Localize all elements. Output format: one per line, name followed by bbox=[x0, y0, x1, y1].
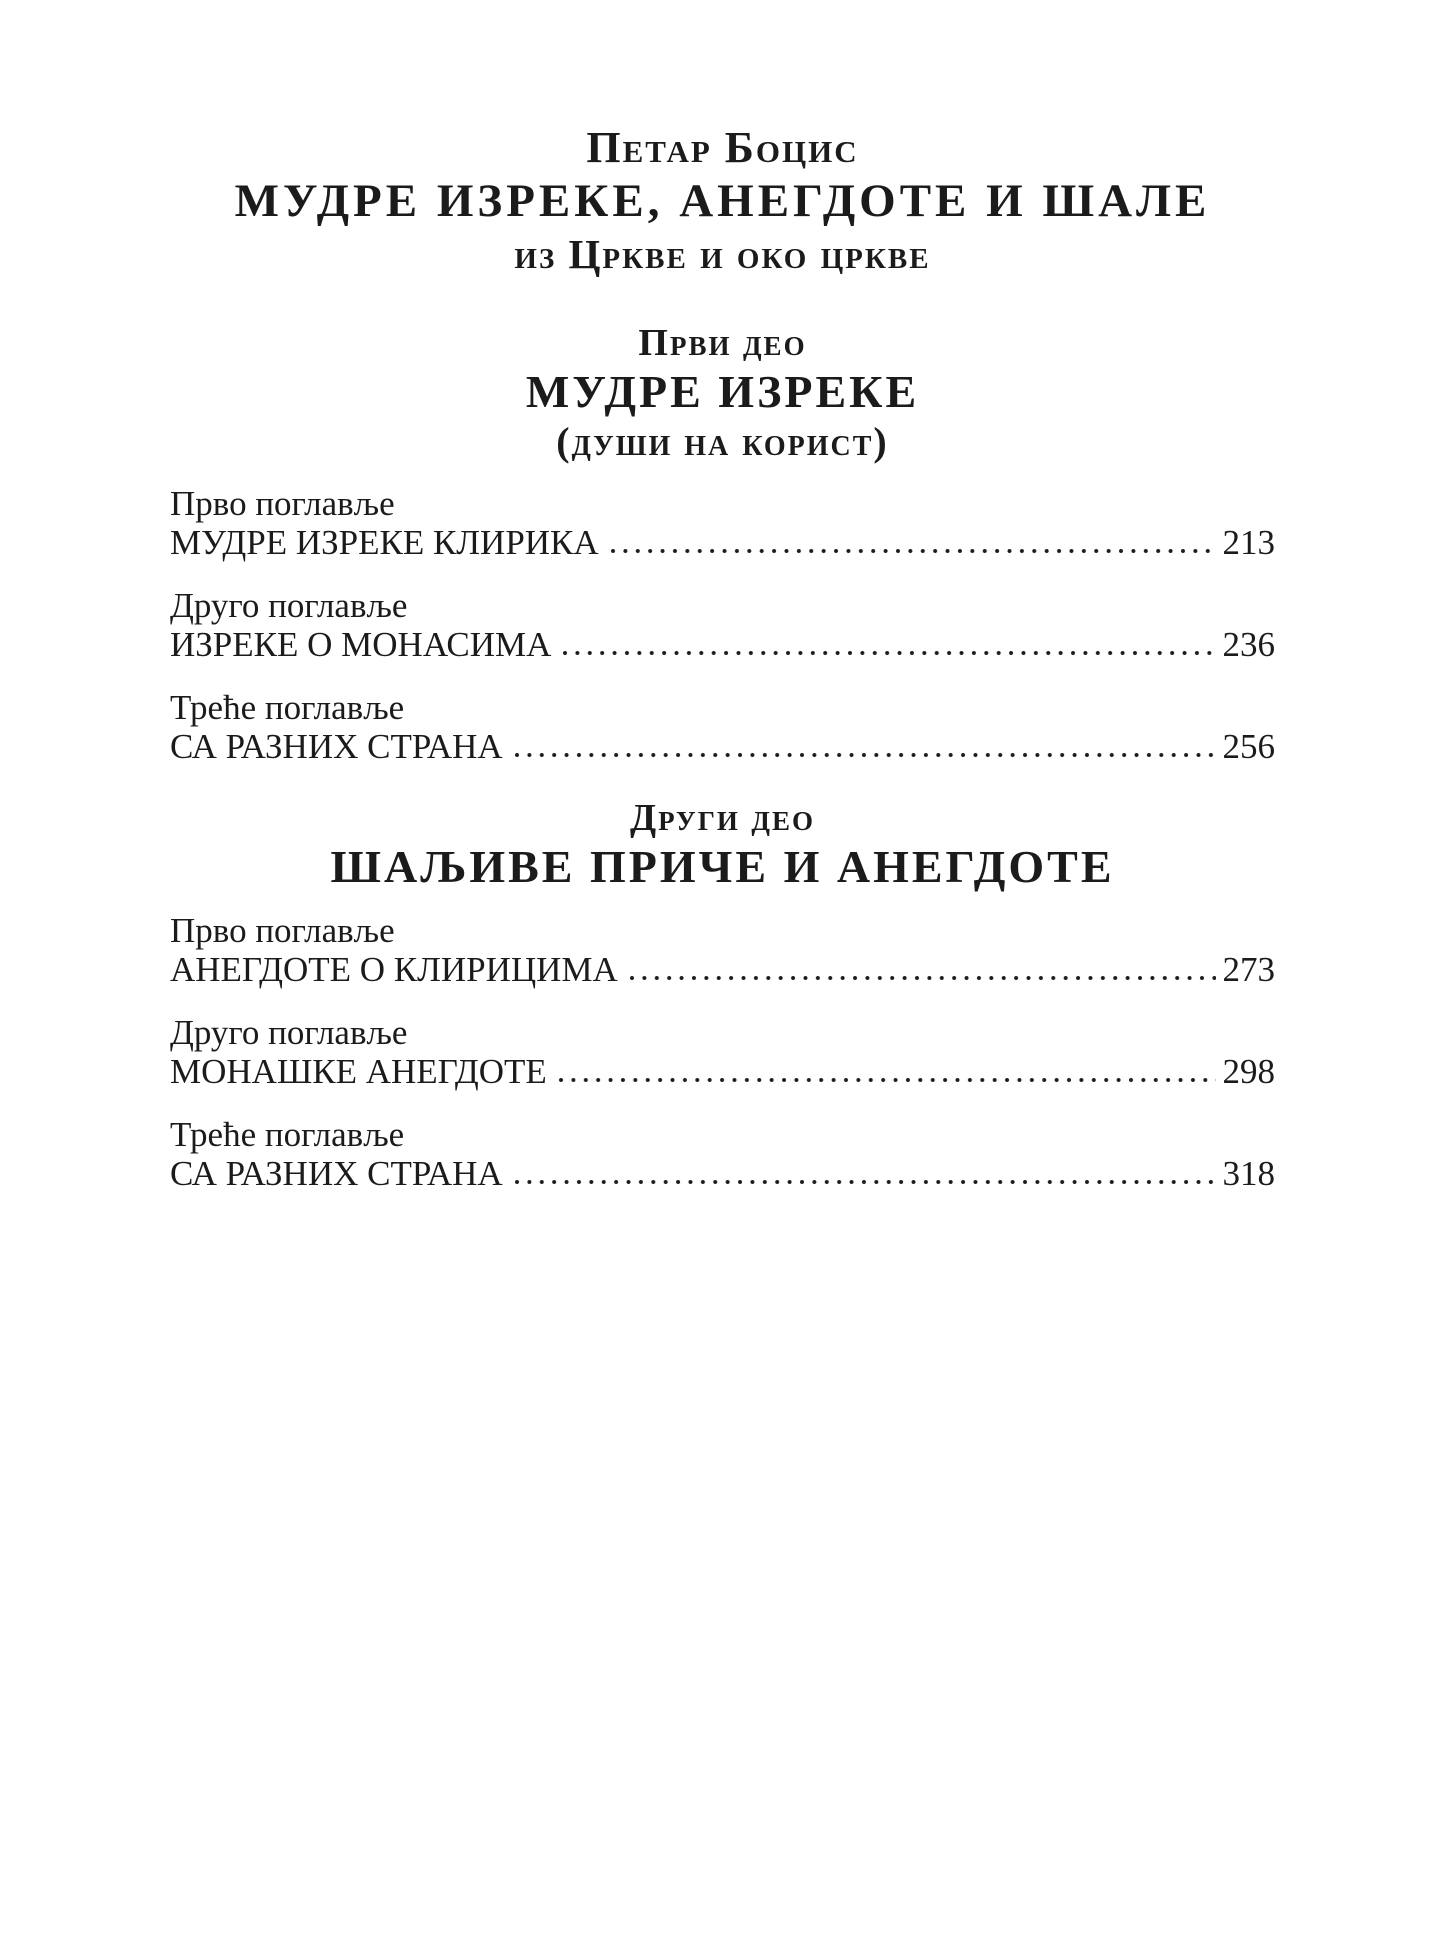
toc-entry bbox=[170, 911, 1275, 989]
dot-leader bbox=[558, 1077, 1216, 1083]
entry-page-number: 298 bbox=[1222, 1052, 1275, 1091]
chapter-label: Прво поглавље bbox=[170, 911, 395, 950]
toc-section-part-1 bbox=[170, 321, 1275, 766]
part-2-label: Други део bbox=[629, 797, 816, 839]
entry-title-line bbox=[170, 1052, 1275, 1091]
entry-title-line bbox=[170, 727, 1275, 766]
chapter-label: Друго поглавље bbox=[170, 586, 408, 625]
entry-title: ИЗРЕКЕ О МОНАСИМА bbox=[170, 625, 552, 664]
dot-leader bbox=[610, 548, 1216, 554]
toc-entry bbox=[170, 586, 1275, 664]
book-title: МУДРЕ ИЗРЕКЕ, АНЕГДОТЕ И ШАЛЕ bbox=[234, 175, 1211, 227]
toc-section-part-2 bbox=[170, 796, 1275, 1193]
part-2-entries bbox=[170, 911, 1275, 1193]
entry-title: СА РАЗНИХ СТРАНА bbox=[170, 727, 503, 766]
toc-entry bbox=[170, 1013, 1275, 1091]
part-2-header bbox=[170, 796, 1275, 893]
dot-leader bbox=[629, 975, 1216, 981]
chapter-label: Треће поглавље bbox=[170, 688, 405, 727]
entry-title-line bbox=[170, 625, 1275, 664]
entry-title-line bbox=[170, 950, 1275, 989]
part-1-entries bbox=[170, 484, 1275, 766]
entry-page-number: 273 bbox=[1222, 950, 1275, 989]
part-1-note: (души на корист) bbox=[556, 419, 889, 464]
part-1-label: Први део bbox=[638, 322, 807, 364]
dot-leader bbox=[514, 1179, 1216, 1185]
dot-leader bbox=[514, 752, 1216, 758]
chapter-label: Друго поглавље bbox=[170, 1013, 408, 1052]
book-header bbox=[170, 124, 1275, 277]
entry-title: МОНАШКЕ АНЕГДОТЕ bbox=[170, 1052, 547, 1091]
part-2-title: ШАЉИВЕ ПРИЧЕ И АНЕГДОТЕ bbox=[330, 841, 1115, 892]
entry-title: МУДРЕ ИЗРЕКЕ КЛИРИКА bbox=[170, 523, 599, 562]
toc-entry bbox=[170, 484, 1275, 562]
entry-page-number: 256 bbox=[1222, 727, 1275, 766]
chapter-label: Прво поглавље bbox=[170, 484, 395, 523]
book-author: Петар Боцис bbox=[586, 123, 859, 172]
entry-title-line bbox=[170, 523, 1275, 562]
part-1-header bbox=[170, 321, 1275, 466]
part-1-title: МУДРЕ ИЗРЕКЕ bbox=[525, 366, 920, 417]
dot-leader bbox=[562, 650, 1215, 656]
entry-page-number: 318 bbox=[1222, 1154, 1275, 1193]
book-subtitle: из Цркве и око цркве bbox=[514, 231, 931, 277]
entry-title: АНЕГДОТЕ О КЛИРИЦИМА bbox=[170, 950, 618, 989]
entry-title-line bbox=[170, 1154, 1275, 1193]
toc-entry bbox=[170, 1115, 1275, 1193]
chapter-label: Треће поглавље bbox=[170, 1115, 405, 1154]
entry-page-number: 213 bbox=[1222, 523, 1275, 562]
entry-title: СА РАЗНИХ СТРАНА bbox=[170, 1154, 503, 1193]
entry-page-number: 236 bbox=[1222, 625, 1275, 664]
toc-entry bbox=[170, 688, 1275, 766]
